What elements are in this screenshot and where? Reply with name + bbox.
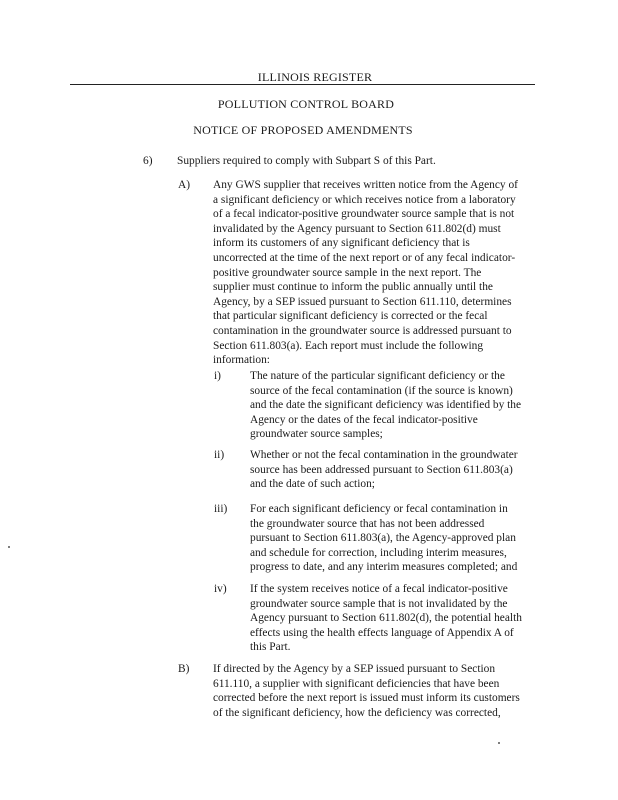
item-b-paragraph xyxy=(213,662,520,720)
subitem-line: and schedule for correction, including interim measures, xyxy=(250,546,507,559)
subitem-i-marker: i) xyxy=(214,370,221,382)
subitem-iii-paragraph xyxy=(250,502,517,575)
subitem-line: If the system receives notice of a fecal indicator-positive xyxy=(250,583,508,595)
item-a-line: Section 611.803(a). Each report must include the following xyxy=(213,339,484,352)
subitem-iv-marker: iv) xyxy=(214,583,227,595)
subitem-line: and the date the significant deficiency was identified by the xyxy=(250,399,522,412)
register-title: ILLINOIS REGISTER xyxy=(257,70,373,84)
item-a-line: contamination in the groundwater source is addressed pursuant to xyxy=(213,324,512,337)
item-a-line: that particular significant deficiency is corrected or the fecal xyxy=(213,310,488,323)
subitem-line: The nature of the particular significant deficiency or the xyxy=(250,370,505,382)
item-a-line: of a fecal indicator-positive groundwater source sample that is not xyxy=(213,208,515,221)
subitem-line: this Part. xyxy=(250,641,291,654)
subitem-line: groundwater source sample that is not invalidated by the xyxy=(250,597,508,610)
item-a-line: uncorrected at the time of the next report or of any fecal indicator- xyxy=(213,251,516,264)
subitem-i-paragraph xyxy=(250,369,521,442)
subitem-ii-marker: ii) xyxy=(214,449,225,461)
notice-title: NOTICE OF PROPOSED AMENDMENTS xyxy=(193,123,413,137)
subitem-line: Agency or the dates of the fecal indicator-positive xyxy=(250,413,478,426)
board-title: POLLUTION CONTROL BOARD xyxy=(217,97,395,111)
item-a-marker: A) xyxy=(178,179,191,191)
subitem-line: source of the fecal contamination (if the source is known) xyxy=(250,384,513,397)
subitem-line: the groundwater source that has not been addressed xyxy=(250,517,485,530)
item-a-line: invalidated by the Agency pursuant to Section 611.802(d) must xyxy=(213,222,501,235)
item-a-line: Agency, by a SEP issued pursuant to Section 611.110, determines xyxy=(213,295,512,308)
subitem-line: Whether or not the fecal contamination in the groundwater xyxy=(250,449,518,461)
section-marker: 6) xyxy=(143,155,153,167)
item-a-line: supplier must continue to inform the public annually until the xyxy=(213,281,493,294)
item-b-marker: B) xyxy=(178,663,190,675)
scan-speck xyxy=(498,742,500,744)
item-a-line: Any GWS supplier that receives written notice from the Agency of xyxy=(213,179,518,191)
item-a-paragraph xyxy=(213,178,518,368)
header-rule xyxy=(70,84,535,85)
item-a-line: positive groundwater source sample in the next report. The xyxy=(213,266,482,279)
subitem-line: progress to date, and any interim measures completed; and xyxy=(250,561,518,574)
item-a-line: information: xyxy=(213,354,270,367)
item-b-line: If directed by the Agency by a SEP issued pursuant to Section xyxy=(213,663,496,675)
item-b-line: corrected before the next report is issued must inform its customers xyxy=(213,692,520,705)
item-b-line: 611.110, a supplier with significant deficiencies that have been xyxy=(213,677,500,690)
subitem-ii-paragraph xyxy=(250,448,518,492)
subitem-line: source has been addressed pursuant to Section 611.803(a) xyxy=(250,463,513,476)
subitem-line: and the date of such action; xyxy=(250,478,375,491)
section-text: Suppliers required to comply with Subpart S of this Part. xyxy=(177,155,436,167)
subitem-line: pursuant to Section 611.803(a), the Agency-approved plan xyxy=(250,532,516,545)
scan-speck xyxy=(8,546,10,548)
subitem-line: effects using the health effects language of Appendix A of xyxy=(250,626,514,639)
subitem-line: groundwater source samples; xyxy=(250,428,383,441)
item-b-line: of the significant deficiency, how the deficiency was corrected, xyxy=(213,706,501,719)
subitem-line: For each significant deficiency or fecal contamination in xyxy=(250,503,508,515)
item-a-line: inform its customers of any significant deficiency that is xyxy=(213,237,470,250)
subitem-iii-marker: iii) xyxy=(214,503,228,515)
item-a-line: a significant deficiency or which receives notice from a laboratory xyxy=(213,193,516,206)
subitem-line: Agency pursuant to Section 611.802(d), the potential health xyxy=(250,612,522,625)
subitem-iv-paragraph xyxy=(250,582,522,655)
